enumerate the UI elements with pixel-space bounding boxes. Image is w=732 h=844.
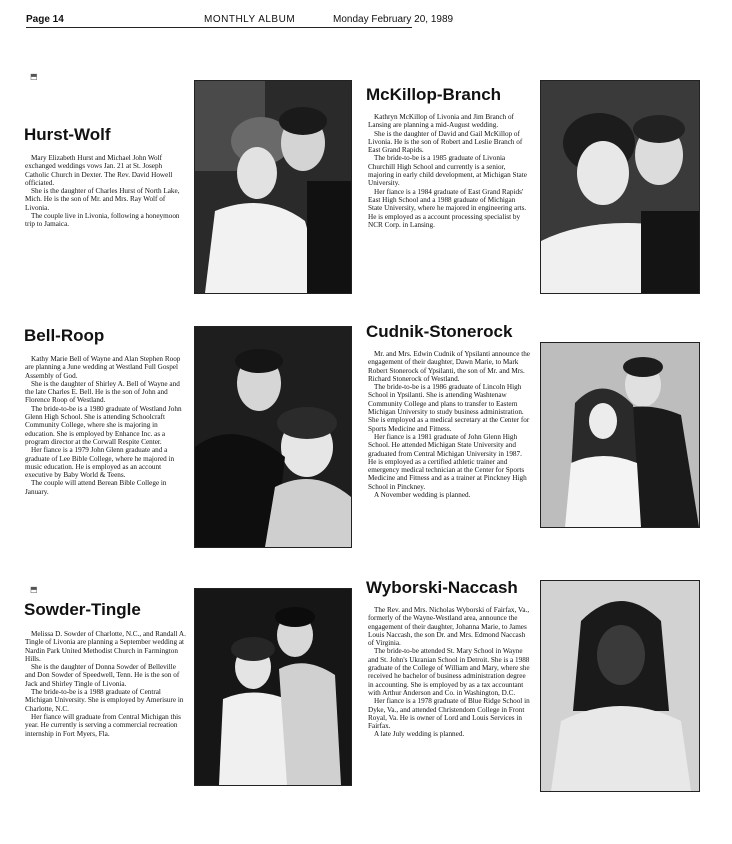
article-body-hurst-wolf: [25, 154, 185, 229]
paragraph: She is the daughter of David and Gail McKillop of Livonia. He is the son of Robert and Leslie Branch of East Grand Rapids.: [368, 129, 523, 155]
article-body-bell-roop: [25, 355, 187, 496]
paragraph: A late July wedding is planned.: [374, 730, 465, 739]
print-mark: ⬒: [30, 585, 38, 594]
paragraph: Her fiance is a 1978 graduate of Blue Ridge School in Dyke, Va., and attended Christendom College in Front Royal, Va. He is owner of Lord and Louis Services in Fairfax.: [368, 697, 530, 731]
article-title-hurst-wolf: Hurst-Wolf: [24, 125, 111, 144]
paragraph: She is the daughter of Donna Sowder of Belleville and Don Sowder of Speedwell, Tenn. He is the son of Jack and Shirley Tingle of Livonia.: [25, 663, 180, 688]
couple-photo-mckillop-branch: [540, 80, 700, 294]
paragraph: The bride-to-be attended St. Mary School in Wayne and St. John's Ukranian School in Detroit. She is a 1988 graduate of the College of William and Mary, where she received he bachelor of business administration degree in accounting. She is employed by as a tax accountant with Arthur Anderson and Co. in Washington, D.C.: [368, 647, 530, 697]
page-header: [26, 12, 704, 28]
paragraph: Her fiance is a 1979 John Glenn graduate and a graduate of Lee Bible College, where he majored in music education. He is employed as an account executive by Baby World & Teens.: [25, 446, 175, 480]
paragraph: The couple will attend Berean Bible College in January.: [25, 479, 167, 496]
paragraph: The bride-to-be is a 1980 graduate of Westland John Glenn High School. She is attending Schoolcraft Community College, where she is majoring in education. She is employed by Enhance Inc. as a program director at the Corwall Respite Center.: [25, 404, 182, 446]
header-rule: [26, 27, 412, 28]
issue-date: Monday February 20, 1989: [333, 14, 454, 25]
paragraph: Kathy Marie Bell of Wayne and Alan Stephen Roop are planning a June wedding at Westland Full Gospel Assembly of God.: [25, 355, 181, 380]
paragraph: A November wedding is planned.: [374, 491, 471, 500]
article-body-wyborski-naccash: [368, 606, 530, 739]
article-title-bell-roop: Bell-Roop: [24, 326, 105, 345]
article-title-cudnik-stonerock: Cudnik-Stonerock: [366, 322, 513, 341]
couple-photo-hurst-wolf: [194, 80, 352, 294]
paragraph: She is the daughter of Charles Hurst of North Lake, Mich. He is the son of Mr. and Mrs. Ray Wolf of Livonia.: [25, 187, 180, 212]
print-mark: ⬒: [30, 72, 38, 81]
paragraph: Melissa D. Sowder of Charlotte, N.C., and Randall A. Tingle of Livonia are planning a September wedding at Nardin Park United Methodist Church in Farmington Hills.: [25, 630, 186, 663]
paragraph: Her fiance is a 1981 graduate of John Glenn High School. He attended Michigan State University and graduated from Central Michigan University in 1987. He is employed as a certified athletic trainer and emergency medical technician at the Center for Sports Medicine and Fitness and as a trainer at Pinckney High School in Pinckney.: [368, 432, 527, 491]
article-title-wyborski-naccash: Wyborski-Naccash: [366, 578, 518, 597]
article-body-mckillop-branch: [368, 113, 528, 229]
paragraph: The bride-to-be is a 1986 graduate of Lincoln High School in Ypsilanti. She is attending Washtenaw Community College and plans to transfer to Eastern Michigan University to study business administration. She is employed as a medical secretary at the Center for Sports Medicine and Fitness.: [368, 383, 530, 433]
couple-photo-bell-roop: [194, 326, 352, 548]
article-title-mckillop-branch: McKillop-Branch: [366, 85, 502, 104]
article-title-sowder-tingle: Sowder-Tingle: [24, 600, 141, 619]
paragraph: Her fiance is a 1984 graduate of East Grand Rapids' East High School and a 1988 graduate of Michigan State University, where he majored in engineering arts. He is employed as a account processing specialist by NCR Corp. in Lansing.: [368, 187, 527, 229]
paragraph: The couple live in Livonia, following a honeymoon trip to Jamaica.: [25, 212, 180, 229]
paragraph: Mary Elizabeth Hurst and Michael John Wolf exchanged weddings vows Jan. 21 at St. Joseph Catholic Church in Dexter. The Rev. David Howell officiated.: [25, 154, 173, 187]
paragraph: Kathryn McKillop of Livonia and Jim Branch of Lansing are planning a mid-August wedding.: [368, 113, 514, 130]
couple-photo-cudnik-stonerock: [540, 342, 700, 528]
article-body-cudnik-stonerock: [368, 350, 530, 499]
page-number: Page 14: [26, 14, 64, 25]
article-body-sowder-tingle: [25, 630, 187, 738]
paragraph: Mr. and Mrs. Edwin Cudnik of Ypsilanti announce the engagement of their daughter, Dawn Marie, to Mark Robert Stonerock of Ypsilanti, the son of Mr. and Mrs. Richard Stonerock of Westland.: [368, 350, 530, 383]
paragraph: Her fiance will graduate from Central Michigan this year. He currently is serving a commercial recreation internship in Fort Myers, Fla.: [25, 712, 181, 738]
couple-photo-sowder-tingle: [194, 588, 352, 786]
paragraph: She is the daughter of Shirley A. Bell of Wayne and the late Charles E. Bell. He is the son of John and Florence Roop of Westland.: [25, 379, 180, 405]
paragraph: The bride-to-be is a 1985 graduate of Livonia Churchill High School and currently is a senior, majoring in early child development, at Michigan State University.: [368, 154, 527, 188]
paragraph: The bride-to-be is a 1988 graduate of Central Michigan University. She is employed by Amerisure in Charlotte, N.C.: [25, 688, 184, 713]
paragraph: The Rev. and Mrs. Nicholas Wyborski of Fairfax, Va., formerly of the Wayne-Westland area, announce the engagement of their daughter, Johanna Marie, to James Louis Naccash, the son Dr. and Mrs. Edmond Naccash of Virginia.: [368, 606, 530, 648]
portrait-photo-wyborski-naccash: [540, 580, 700, 792]
section-name: MONTHLY ALBUM: [204, 14, 296, 25]
